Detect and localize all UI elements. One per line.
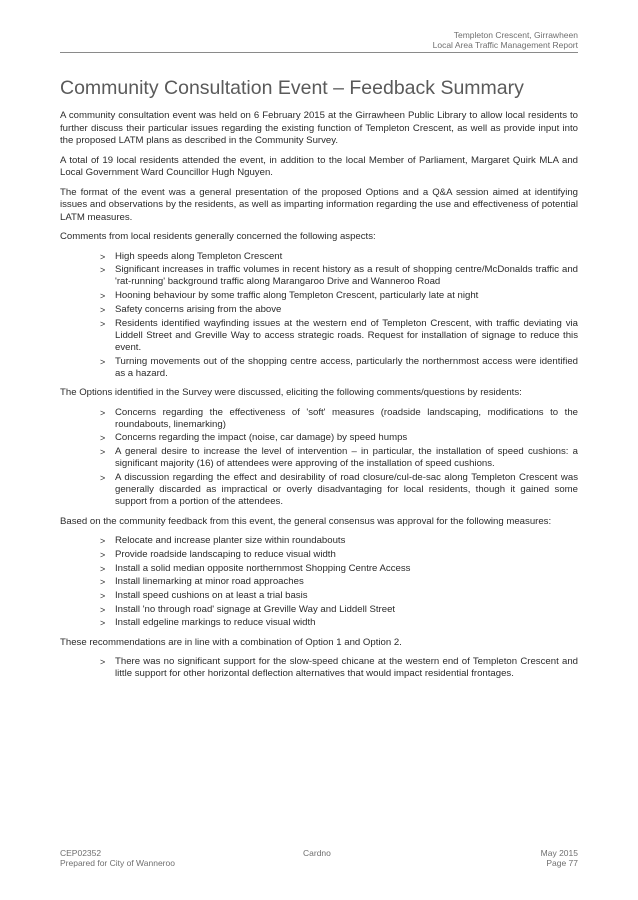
list-item <box>100 290 578 302</box>
footer-right <box>541 848 578 868</box>
list-item <box>100 356 578 380</box>
list-item <box>100 407 578 431</box>
options-feedback-list <box>60 407 578 509</box>
bullet-glyph: > <box>100 618 106 629</box>
section-title: Community Consultation Event – Feedback Summary <box>60 77 524 99</box>
bullet-glyph: > <box>100 433 106 444</box>
page-header <box>60 30 578 53</box>
approved-measures-list <box>60 535 578 629</box>
bullet-glyph: > <box>100 318 106 329</box>
list-item-text: Install 'no through road' signage at Greville Way and Liddell Street <box>115 603 396 615</box>
resident-concerns-list <box>60 251 578 381</box>
list-item <box>100 264 578 288</box>
list-item <box>100 656 578 680</box>
list-item-text: Concerns regarding the impact (noise, car damage) by speed humps <box>115 432 408 444</box>
list-item <box>100 576 578 588</box>
list-item <box>100 432 578 444</box>
paragraph-attendance: A total of 19 local residents attended the event, in addition to the local Member of Parliament, Margaret Quirk MLA and Local Government Ward Councillor Hugh Nguyen. <box>60 154 578 178</box>
list-item <box>100 304 578 316</box>
bullet-glyph: > <box>100 291 106 302</box>
footer-prepared-for: Prepared for City of Wanneroo <box>60 858 175 868</box>
list-item <box>100 251 578 263</box>
paragraph-format: The format of the event was a general presentation of the proposed Options and a Q&A session aimed at identifying issues and observations by the residents, as well as imparting information regarding the use and effectiveness of potential LATM measures. <box>60 186 578 223</box>
list-item-text: High speeds along Templeton Crescent <box>115 250 283 262</box>
list-item-text: There was no significant support for the slow-speed chicane at the western end of Templeton Crescent and little support for other horizontal deflection alternatives that would impact residential frontages. <box>115 656 578 680</box>
bullet-glyph: > <box>100 563 106 574</box>
footer-company: Cardno <box>303 848 331 858</box>
list-item-text: Install linemarking at minor road approaches <box>115 576 304 588</box>
bullet-glyph: > <box>100 356 106 367</box>
additional-notes-list <box>60 656 578 680</box>
header-location: Templeton Crescent, Girrawheen <box>453 30 578 40</box>
list-item <box>100 549 578 561</box>
bullet-glyph: > <box>100 590 106 601</box>
list-item <box>100 318 578 355</box>
list-item <box>100 563 578 575</box>
paragraph-intro: A community consultation event was held on 6 February 2015 at the Girrawheen Public Library to allow local residents to further discuss their particular issues regarding the existing function of Templeton Crescent, as well as provide input into the proposed LATM plans as described in the Community Survey. <box>60 110 578 146</box>
footer-date: May 2015 <box>540 848 578 858</box>
bullet-glyph: > <box>100 447 106 458</box>
list-item-text: A discussion regarding the effect and desirability of road closure/cul-de-sac along Templeton Crescent was generally discarded as impractical or overly disadvantaging for local residents, though it gained some support from a portion of the attendees. <box>115 472 578 508</box>
footer-project-code: CEP02352 <box>60 848 102 858</box>
list-item-text: Install speed cushions on at least a trial basis <box>115 589 308 601</box>
bullet-glyph: > <box>100 604 106 615</box>
bullet-glyph: > <box>100 657 106 668</box>
bullet-glyph: > <box>100 577 106 588</box>
paragraph-comments-intro: Comments from local residents generally concerned the following aspects: <box>60 231 376 242</box>
list-item-text: Turning movements out of the shopping centre access, particularly the northernmost access were identified as a hazard. <box>115 355 578 379</box>
bullet-glyph: > <box>100 265 106 276</box>
bullet-glyph: > <box>100 304 106 315</box>
list-item-text: Install a solid median opposite northernmost Shopping Centre Access <box>115 562 411 574</box>
paragraph-recommendations: These recommendations are in line with a combination of Option 1 and Option 2. <box>60 636 402 648</box>
list-item-text: Provide roadside landscaping to reduce visual width <box>115 548 336 560</box>
list-item-text: A general desire to increase the level of intervention – in particular, the installation of speed cushions: a significant majority (16) of attendees were approving of the installation of speed cushions. <box>115 446 578 470</box>
list-item-text: Safety concerns arising from the above <box>115 303 282 315</box>
bullet-glyph: > <box>100 251 106 262</box>
bullet-glyph: > <box>100 549 106 560</box>
list-item <box>100 604 578 616</box>
footer-page-number: Page 77 <box>546 858 578 868</box>
list-item <box>100 446 578 470</box>
bullet-glyph: > <box>100 407 106 418</box>
bullet-glyph: > <box>100 536 106 547</box>
list-item <box>100 617 578 629</box>
header-report-title: Local Area Traffic Management Report <box>432 40 578 50</box>
list-item-text: Residents identified wayfinding issues at the western end of Templeton Crescent, with traffic deviating via Liddell Street and Greville Way to access strategic roads. Request for installation of signage to reduce this event. <box>115 317 578 353</box>
bullet-glyph: > <box>100 473 106 484</box>
list-item-text: Install edgeline markings to reduce visual width <box>115 617 316 629</box>
list-item-text: Hooning behaviour by some traffic along Templeton Crescent, particularly late at night <box>115 290 479 302</box>
list-item <box>100 590 578 602</box>
list-item <box>100 535 578 547</box>
list-item <box>100 472 578 509</box>
paragraph-consensus: Based on the community feedback from this event, the general consensus was approval for the following measures: <box>60 515 552 527</box>
list-item-text: Relocate and increase planter size within roundabouts <box>115 535 346 547</box>
footer-left <box>60 848 175 868</box>
paragraph-options-discussed: The Options identified in the Survey were discussed, eliciting the following comments/questions by residents: <box>60 387 522 399</box>
document-body <box>60 76 578 687</box>
list-item-text: Significant increases in traffic volumes in recent history as a result of shopping centre/McDonalds traffic and 'rat-running' background traffic along Marangaroo Drive and Wanneroo Road <box>115 264 578 288</box>
list-item-text: Concerns regarding the effectiveness of 'soft' measures (roadside landscaping, modifications to the roundabouts, linemarking) <box>115 406 578 430</box>
